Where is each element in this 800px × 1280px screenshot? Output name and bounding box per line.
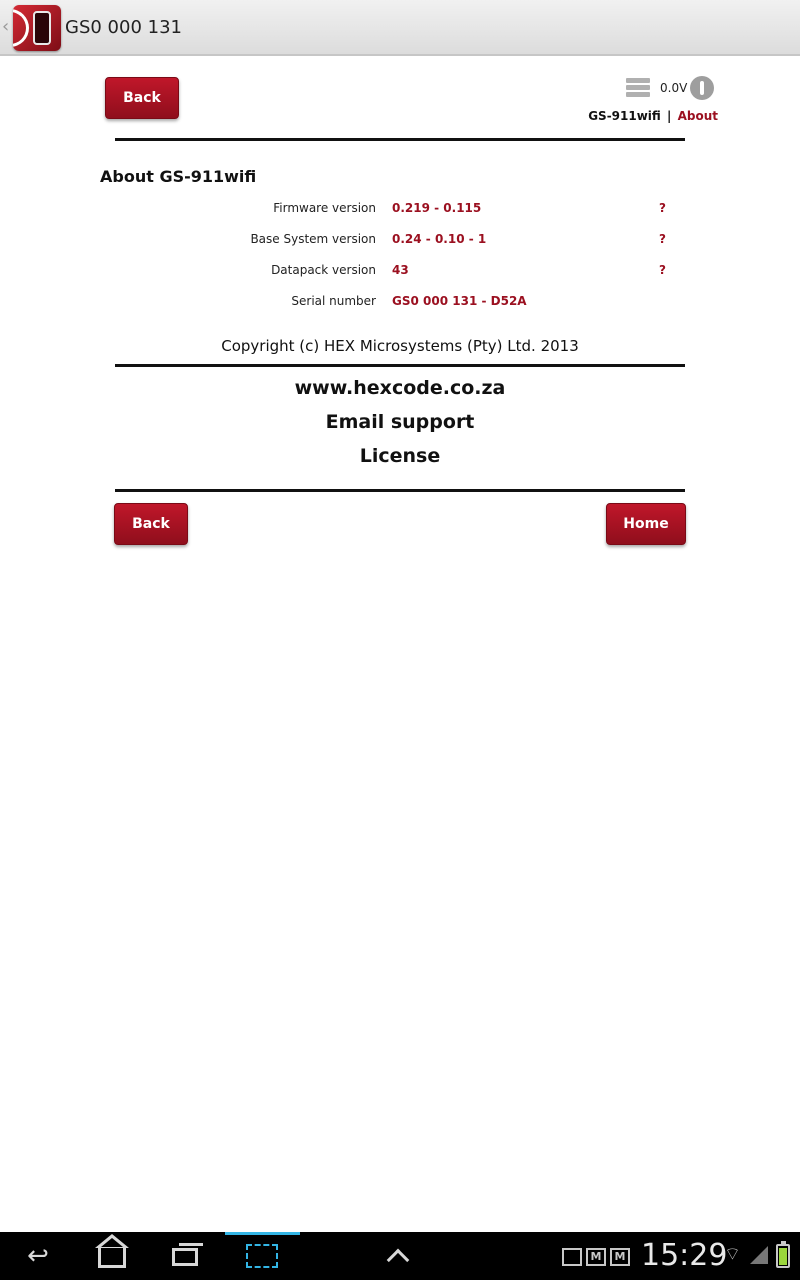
divider bbox=[115, 364, 685, 367]
info-label: Datapack version bbox=[271, 263, 376, 277]
info-row-datapack bbox=[0, 263, 800, 283]
back-button-top[interactable]: Back bbox=[105, 77, 179, 119]
gmail-icon: M bbox=[610, 1248, 630, 1266]
active-indicator bbox=[225, 1232, 300, 1235]
sd-card-icon bbox=[562, 1248, 582, 1266]
email-support-link[interactable]: Email support bbox=[325, 411, 475, 433]
info-value: 43 bbox=[392, 263, 409, 277]
info-label: Firmware version bbox=[273, 201, 376, 215]
info-row-firmware bbox=[0, 201, 800, 221]
nav-recent-apps-icon[interactable] bbox=[166, 1240, 206, 1272]
clock[interactable]: 15:29 bbox=[641, 1238, 728, 1273]
info-label: Base System version bbox=[250, 232, 376, 246]
wifi-icon: ⌔ bbox=[724, 1244, 741, 1265]
screenshot-icon[interactable] bbox=[242, 1240, 282, 1272]
action-bar bbox=[0, 0, 800, 56]
info-label: Serial number bbox=[291, 294, 376, 308]
copyright-text: Copyright (c) HEX Microsystems (Pty) Ltd. 2013 bbox=[221, 337, 579, 355]
car-battery-icon bbox=[626, 78, 650, 98]
signal-icon bbox=[750, 1246, 768, 1264]
app-icon-device bbox=[33, 11, 51, 45]
voltage-readout: 0.0V bbox=[660, 81, 688, 95]
page-title: About GS-911wifi bbox=[100, 167, 257, 186]
back-button-bottom[interactable]: Back bbox=[114, 503, 188, 545]
help-datapack-button[interactable]: ? bbox=[659, 263, 666, 277]
breadcrumb bbox=[588, 109, 718, 123]
home-button[interactable]: Home bbox=[606, 503, 686, 545]
info-row-serial bbox=[0, 294, 800, 314]
website-link[interactable]: www.hexcode.co.za bbox=[294, 377, 506, 399]
chevron-left-icon[interactable]: ‹ bbox=[2, 16, 10, 37]
info-value: GS0 000 131 - D52A bbox=[392, 294, 527, 308]
nav-home-icon[interactable] bbox=[92, 1240, 132, 1272]
app-icon[interactable] bbox=[13, 5, 61, 51]
info-value: 0.219 - 0.115 bbox=[392, 201, 482, 215]
nav-back-icon[interactable]: ↩ bbox=[27, 1241, 49, 1271]
battery-icon bbox=[776, 1244, 790, 1268]
help-base-system-button[interactable]: ? bbox=[659, 232, 666, 246]
license-link[interactable]: License bbox=[359, 445, 441, 467]
power-icon[interactable] bbox=[690, 76, 714, 100]
app-title: GS0 000 131 bbox=[65, 17, 182, 38]
info-value: 0.24 - 0.10 - 1 bbox=[392, 232, 487, 246]
help-firmware-button[interactable]: ? bbox=[659, 201, 666, 215]
gmail-icon: M bbox=[586, 1248, 606, 1266]
app-icon-stripes bbox=[13, 9, 29, 47]
system-bar bbox=[0, 1232, 800, 1280]
divider bbox=[115, 489, 685, 492]
info-row-base-system bbox=[0, 232, 800, 252]
breadcrumb-root[interactable]: GS-911wifi bbox=[588, 109, 661, 123]
notification-icons[interactable] bbox=[562, 1246, 630, 1268]
divider bbox=[115, 138, 685, 141]
chevron-up-icon[interactable] bbox=[380, 1240, 420, 1272]
breadcrumb-separator: | bbox=[667, 109, 672, 123]
breadcrumb-current: About bbox=[677, 109, 718, 123]
